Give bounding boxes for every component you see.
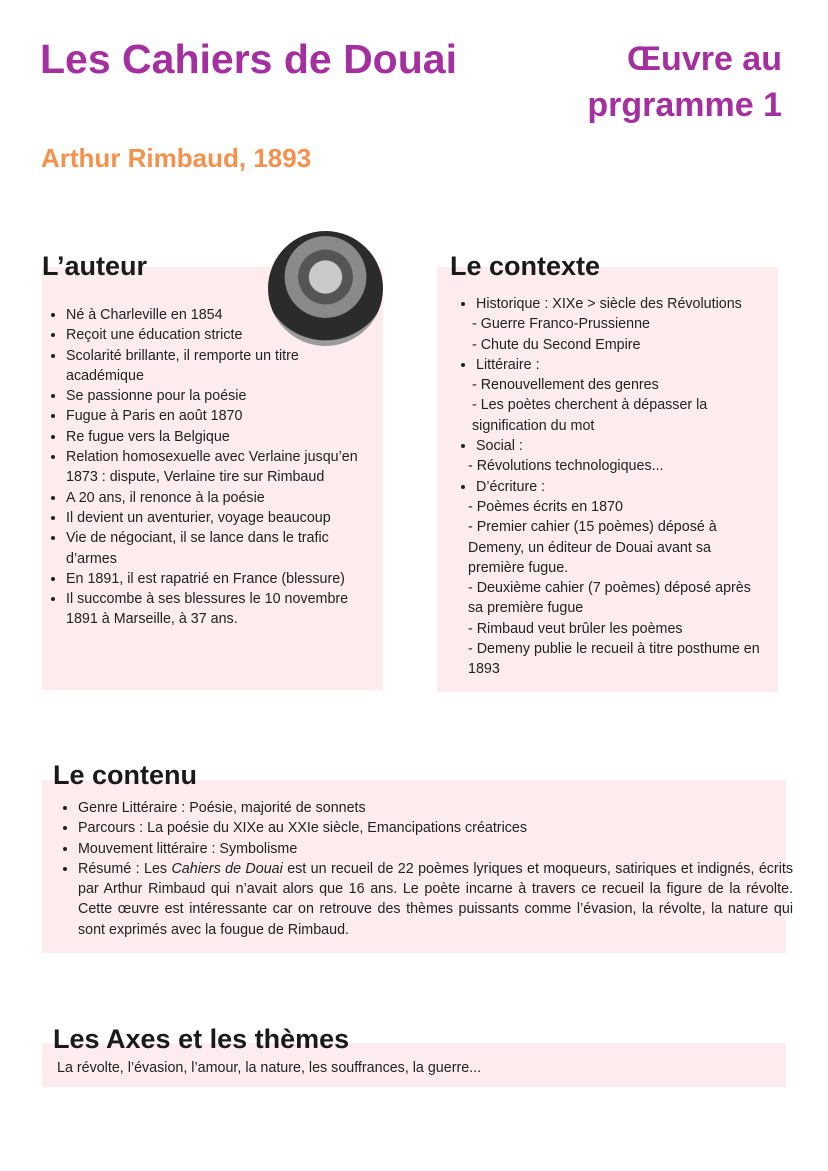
contexte-subitem: - Deuxième cahier (7 poèmes) déposé après sa première fugue <box>468 580 751 617</box>
resume-book-title: Cahiers de Douai <box>171 860 283 877</box>
auteur-item: • Il devient un aventurier, voyage beaucoup <box>66 508 366 528</box>
contexte-subitem: - Poèmes écrits en 1870 <box>468 498 623 515</box>
contexte-list <box>452 294 772 680</box>
contexte-heading: Le contexte <box>450 251 601 281</box>
axes-heading: Les Axes et les thèmes <box>53 1024 350 1054</box>
contexte-subitem: - Renouvellement des genres <box>472 377 659 394</box>
auteur-heading: L’auteur <box>42 251 148 281</box>
contexte-subitem: - Rimbaud veut brûler les poèmes <box>468 620 683 637</box>
contexte-item: • D’écriture : <box>476 477 772 497</box>
axes-text: La révolte, l’évasion, l’amour, la nature, les souffrances, la guerre... <box>57 1060 482 1076</box>
auteur-item: • Reçoit une éducation stricte <box>66 325 366 345</box>
auteur-item: • A 20 ans, il renonce à la poésie <box>66 488 366 508</box>
auteur-item: • Fugue à Paris en août 1870 <box>66 406 366 426</box>
auteur-item: • Vie de négociant, il se lance dans le trafic d’armes <box>66 528 366 569</box>
contenu-heading: Le contenu <box>53 760 198 790</box>
auteur-item: • Se passionne pour la poésie <box>66 386 366 406</box>
auteur-item: • En 1891, il est rapatrié en France (blessure) <box>66 569 366 589</box>
contenu-resume <box>78 859 793 940</box>
auteur-item: • Scolarité brillante, il remporte un titre académique <box>66 346 366 387</box>
contexte-subitem: - Premier cahier (15 poèmes) déposé à Demeny, un éditeur de Douai avant sa première fugue. <box>468 519 717 576</box>
resume-text: est un recueil de 22 poèmes lyriques et moqueurs, satiriques et indignés, écrits par Arthur Rimbaud qui n’avait alors que 16 ans. Le poète incarne à travers ce recueil la figure de la révolte. Cette œuvre est intéressante car on retrouve des thèmes puissants comme l’évasion, la révolte, la nature qui sont exprimés avec la fougue de Rimbaud. <box>78 860 793 938</box>
contexte-group <box>452 294 772 314</box>
auteur-item: • Né à Charleville en 1854 <box>66 305 366 325</box>
contenu-item: • Mouvement littéraire : Symbolisme <box>78 839 793 859</box>
contexte-subitem: - Demeny publie le recueil à titre posthume en 1893 <box>468 641 760 678</box>
programme-line-2: prgramme 1 <box>587 86 782 124</box>
contexte-subitem: - Guerre Franco-Prussienne <box>472 316 650 333</box>
programme-label <box>587 36 782 128</box>
contexte-item: • Historique : XIXe > siècle des Révolutions <box>476 294 772 314</box>
contexte-group <box>452 436 772 456</box>
document-title: Les Cahiers de Douai <box>40 36 457 82</box>
contexte-subitem: - Les poètes cherchent à dépasser la signification du mot <box>472 397 708 434</box>
author-subtitle: Arthur Rimbaud, 1893 <box>41 143 312 173</box>
contenu-list <box>54 798 793 940</box>
contexte-group <box>452 355 772 375</box>
contexte-subitem: - Révolutions technologiques... <box>468 458 664 475</box>
resume-prefix: Résumé : Les <box>78 860 172 877</box>
contenu-item: • Genre Littéraire : Poésie, majorité de sonnets <box>78 798 793 818</box>
contenu-item: • Parcours : La poésie du XIXe au XXIe siècle, Emancipations créatrices <box>78 818 793 838</box>
auteur-list <box>42 305 366 630</box>
contexte-subitem: - Chute du Second Empire <box>472 336 641 353</box>
auteur-item: • Il succombe à ses blessures le 10 novembre 1891 à Marseille, à 37 ans. <box>66 589 366 630</box>
contexte-item: • Littéraire : <box>476 355 772 375</box>
contexte-item: • Social : <box>476 436 772 456</box>
auteur-item: • Re fugue vers la Belgique <box>66 427 366 447</box>
contexte-group <box>452 477 772 497</box>
auteur-item: • Relation homosexuelle avec Verlaine jusqu’en 1873 : dispute, Verlaine tire sur Rimbaud <box>66 447 366 488</box>
programme-line-1: Œuvre au <box>627 40 782 78</box>
